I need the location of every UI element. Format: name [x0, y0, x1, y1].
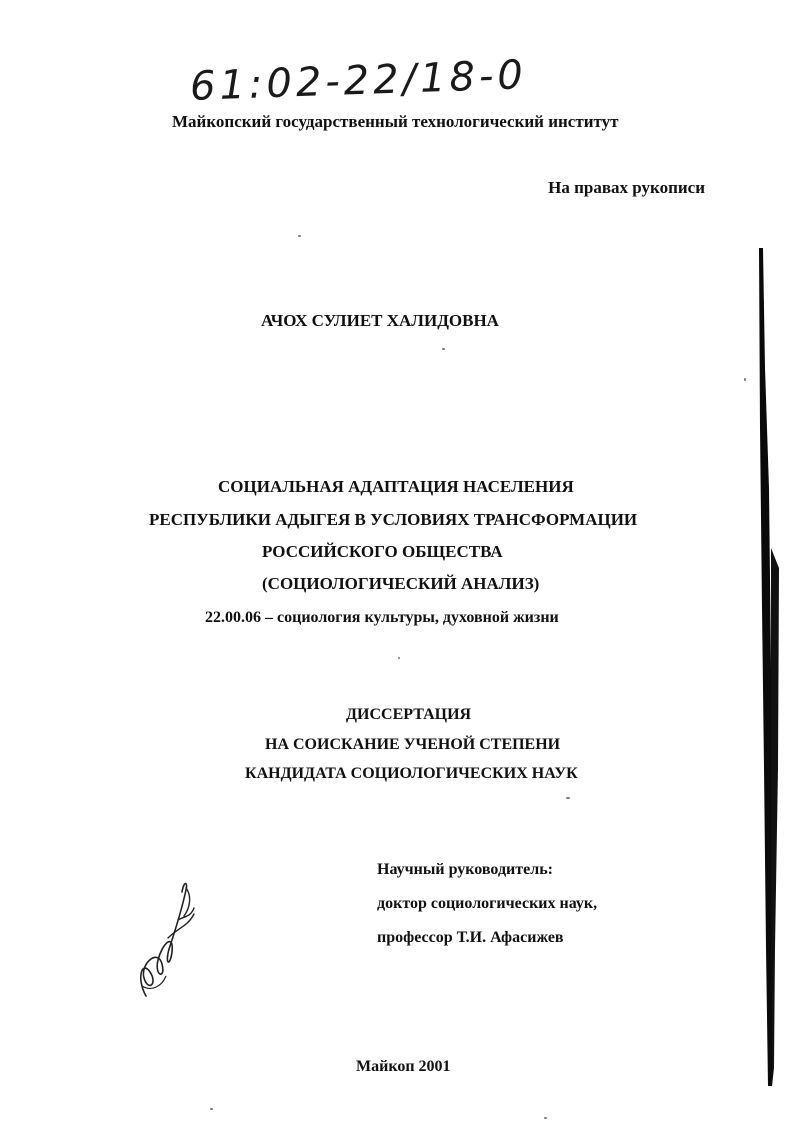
city-year: Майкоп 2001: [356, 1058, 451, 1075]
title-line-3: РОССИЙСКОГО ОБЩЕСТВА: [262, 542, 503, 561]
scan-speck: [566, 797, 570, 799]
signature-scribble: [128, 868, 208, 1008]
title-line-1: СОЦИАЛЬНАЯ АДАПТАЦИЯ НАСЕЛЕНИЯ: [218, 477, 574, 496]
author-name: АЧОХ СУЛИЕТ ХАЛИДОВНА: [261, 311, 499, 330]
scan-speck: [744, 378, 746, 381]
scan-edge-bar: [757, 248, 783, 1086]
title-line-4: (СОЦИОЛОГИЧЕСКИЙ АНАЛИЗ): [262, 574, 540, 593]
scan-speck: [544, 1117, 547, 1119]
scan-speck: [398, 657, 400, 659]
scan-speck: [210, 1108, 213, 1110]
degree-line-2: КАНДИДАТА СОЦИОЛОГИЧЕСКИХ НАУК: [245, 765, 578, 782]
title-line-2: РЕСПУБЛИКИ АДЫГЕЯ В УСЛОВИЯХ ТРАНСФОРМАЦИИ: [149, 510, 638, 529]
institute-name: Майкопский государственный технологический институт: [172, 112, 619, 131]
scan-speck: [442, 348, 445, 350]
supervisor-label: Научный руководитель:: [377, 861, 553, 878]
supervisor-name: профессор Т.И. Афасижев: [377, 929, 564, 946]
scan-speck: [298, 235, 301, 237]
manuscript-rights-note: На правах рукописи: [548, 178, 705, 197]
specialty-code: 22.00.06 – социология культуры, духовной жизни: [205, 609, 559, 626]
supervisor-degree: доктор социологических наук,: [377, 895, 598, 912]
dissertation-label: ДИССЕРТАЦИЯ: [346, 706, 472, 723]
degree-line-1: НА СОИСКАНИЕ УЧЕНОЙ СТЕПЕНИ: [265, 736, 561, 753]
handwritten-call-number: 61:02-22/18-0: [189, 52, 528, 110]
